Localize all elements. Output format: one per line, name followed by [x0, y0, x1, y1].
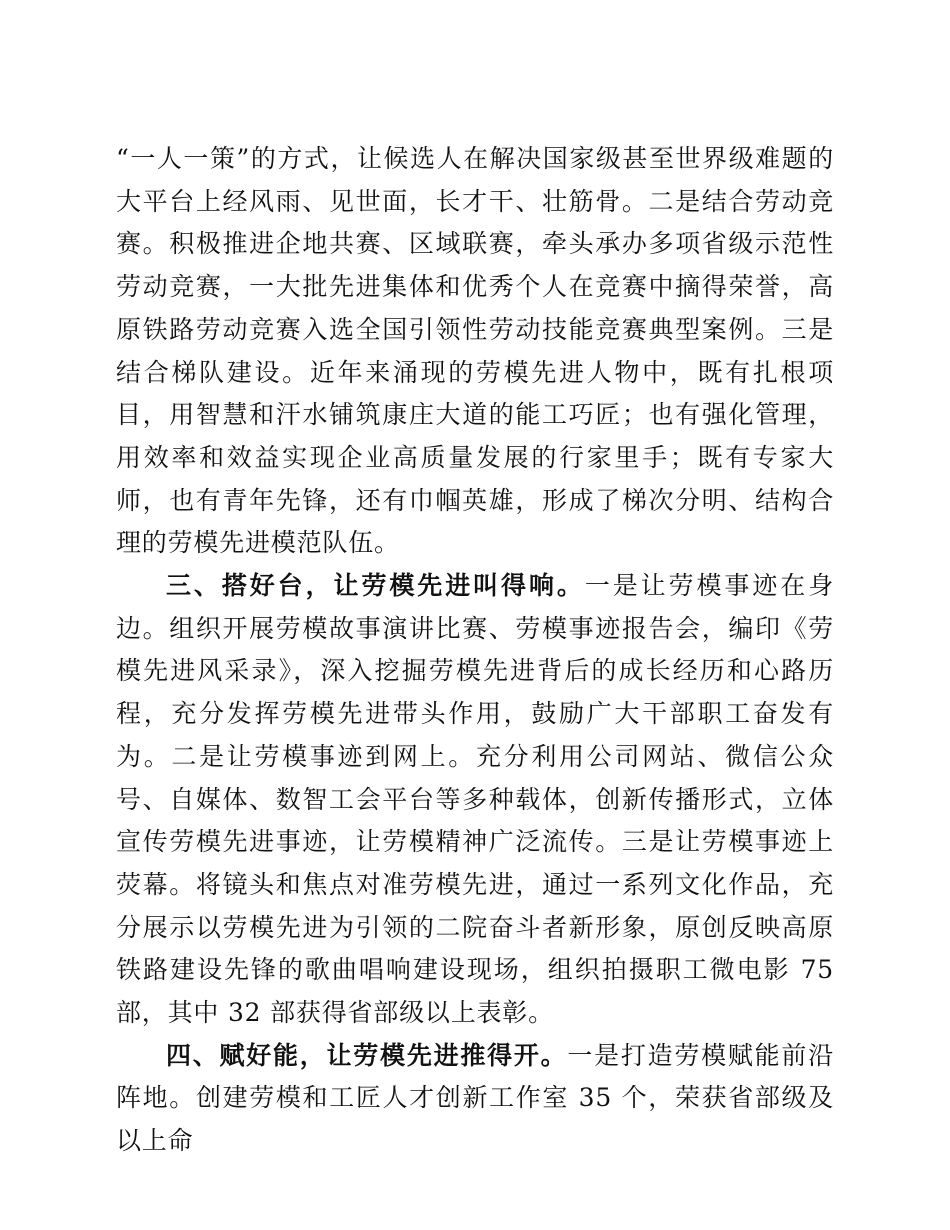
paragraph-section-three [116, 565, 834, 1035]
paragraph-text: “一人一策”的方式，让候选人在解决国家级甚至世界级难题的大平台上经风雨、见世面，长才干、壮筋骨。二是结合劳动竞赛。积极推进企地共赛、区域联赛，牵头承办多项省级示范性劳动竞赛，一大批先进集体和优秀个人在竞赛中摘得荣誉，高原铁路劳动竞赛入选全国引领性劳动技能竞赛典型案例。三是结合梯队建设。近年来涌现的劳模先进人物中，既有扎根项目，用智慧和汗水铺筑康庄大道的能工巧匠；也有强化管理，用效率和效益实现企业高质量发展的行家里手；既有专家大师，也有青年先锋，还有巾帼英雄，形成了梯次分明、结构合理的劳模先进模范队伍。 [116, 144, 834, 558]
paragraph-text: 一是打造劳模赋能前沿阵地。创建劳模和工匠人才创新工作室 35 个，荣获省部级及以上命 [116, 1040, 834, 1156]
section-heading-three: 三、搭好台，让劳模先进叫得响。 [166, 571, 585, 601]
paragraph-continuation [116, 138, 834, 565]
paragraph-section-four [116, 1035, 834, 1163]
document-body [116, 138, 834, 1163]
section-heading-four: 四、赋好能，让劳模先进推得开。 [166, 1040, 568, 1070]
paragraph-text: 一是让劳模事迹在身边。组织开展劳模故事演讲比赛、劳模事迹报告会，编印《劳模先进风采录》，深入挖掘劳模先进背后的成长经历和心路历程，充分发挥劳模先进带头作用，鼓励广大干部职工奋发有为。二是让劳模事迹到网上。充分利用公司网站、微信公众号、自媒体、数智工会平台等多种载体，创新传播形式，立体宣传劳模先进事迹，让劳模精神广泛流传。三是让劳模事迹上荧幕。将镜头和焦点对准劳模先进，通过一系列文化作品，充分展示以劳模先进为引领的二院奋斗者新形象，原创反映高原铁路建设先锋的歌曲唱响建设现场，组织拍摄职工微电影 75 部，其中 32 部获得省部级以上表彰。 [116, 571, 834, 1028]
